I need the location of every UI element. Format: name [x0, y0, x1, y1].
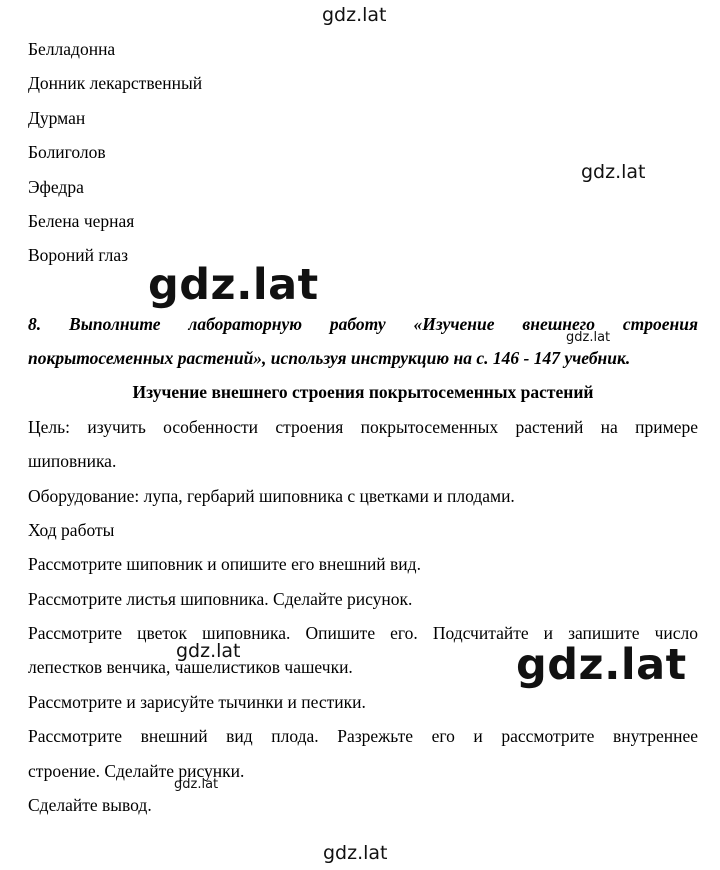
step-5-line-1: Рассмотрите внешний вид плода. Разрежьте его и рассмотрите внутреннее — [28, 726, 698, 746]
task-line-1: 8. Выполните лабораторную работу «Изучение внешнего строения — [28, 314, 698, 334]
plant-item: Белладонна — [28, 39, 116, 59]
watermark-bottom: gdz.lat — [323, 842, 388, 864]
conclusion: Сделайте вывод. — [28, 795, 152, 815]
plant-item: Белена черная — [28, 211, 135, 231]
watermark-tiny-a: gdz.lat — [566, 330, 611, 345]
procedure-heading: Ход работы — [28, 520, 115, 540]
goal-line-1: Цель: изучить особенности строения покрытосеменных растений на примере — [28, 417, 698, 437]
watermark-top: gdz.lat — [322, 4, 387, 26]
step-5-line-2: строение. Сделайте рисунки. — [28, 761, 245, 781]
equipment-line: Оборудование: лупа, гербарий шиповника с цветками и плодами. — [28, 486, 515, 506]
watermark-tiny-c: gdz.lat — [174, 777, 219, 792]
plant-item: Эфедра — [28, 177, 84, 197]
step-3-line-1: Рассмотрите цветок шиповника. Опишите его. Подсчитайте и запишите число — [28, 623, 698, 643]
lab-title: Изучение внешнего строения покрытосеменных растений — [132, 382, 594, 402]
task-line-2: покрытосеменных растений», используя инструкцию на с. 146 - 147 учебник. — [28, 348, 631, 368]
watermark-tiny-b: gdz.lat — [176, 640, 241, 662]
plant-item: Донник лекарственный — [28, 73, 203, 93]
watermark-big-right: gdz.lat — [516, 640, 687, 690]
goal-line-2: шиповника. — [28, 451, 117, 471]
plant-item: Вороний глаз — [28, 245, 129, 265]
step-4: Рассмотрите и зарисуйте тычинки и пестики. — [28, 692, 366, 712]
watermark-big-left: gdz.lat — [148, 260, 319, 310]
watermark-right-mid: gdz.lat — [581, 161, 646, 183]
step-3-line-2: лепестков венчика, чашелистиков чашечки. — [28, 657, 353, 677]
plant-item: Болиголов — [28, 142, 106, 162]
plant-item: Дурман — [28, 108, 86, 128]
step-1: Рассмотрите шиповник и опишите его внешний вид. — [28, 554, 421, 574]
step-2: Рассмотрите листья шиповника. Сделайте рисунок. — [28, 589, 413, 609]
